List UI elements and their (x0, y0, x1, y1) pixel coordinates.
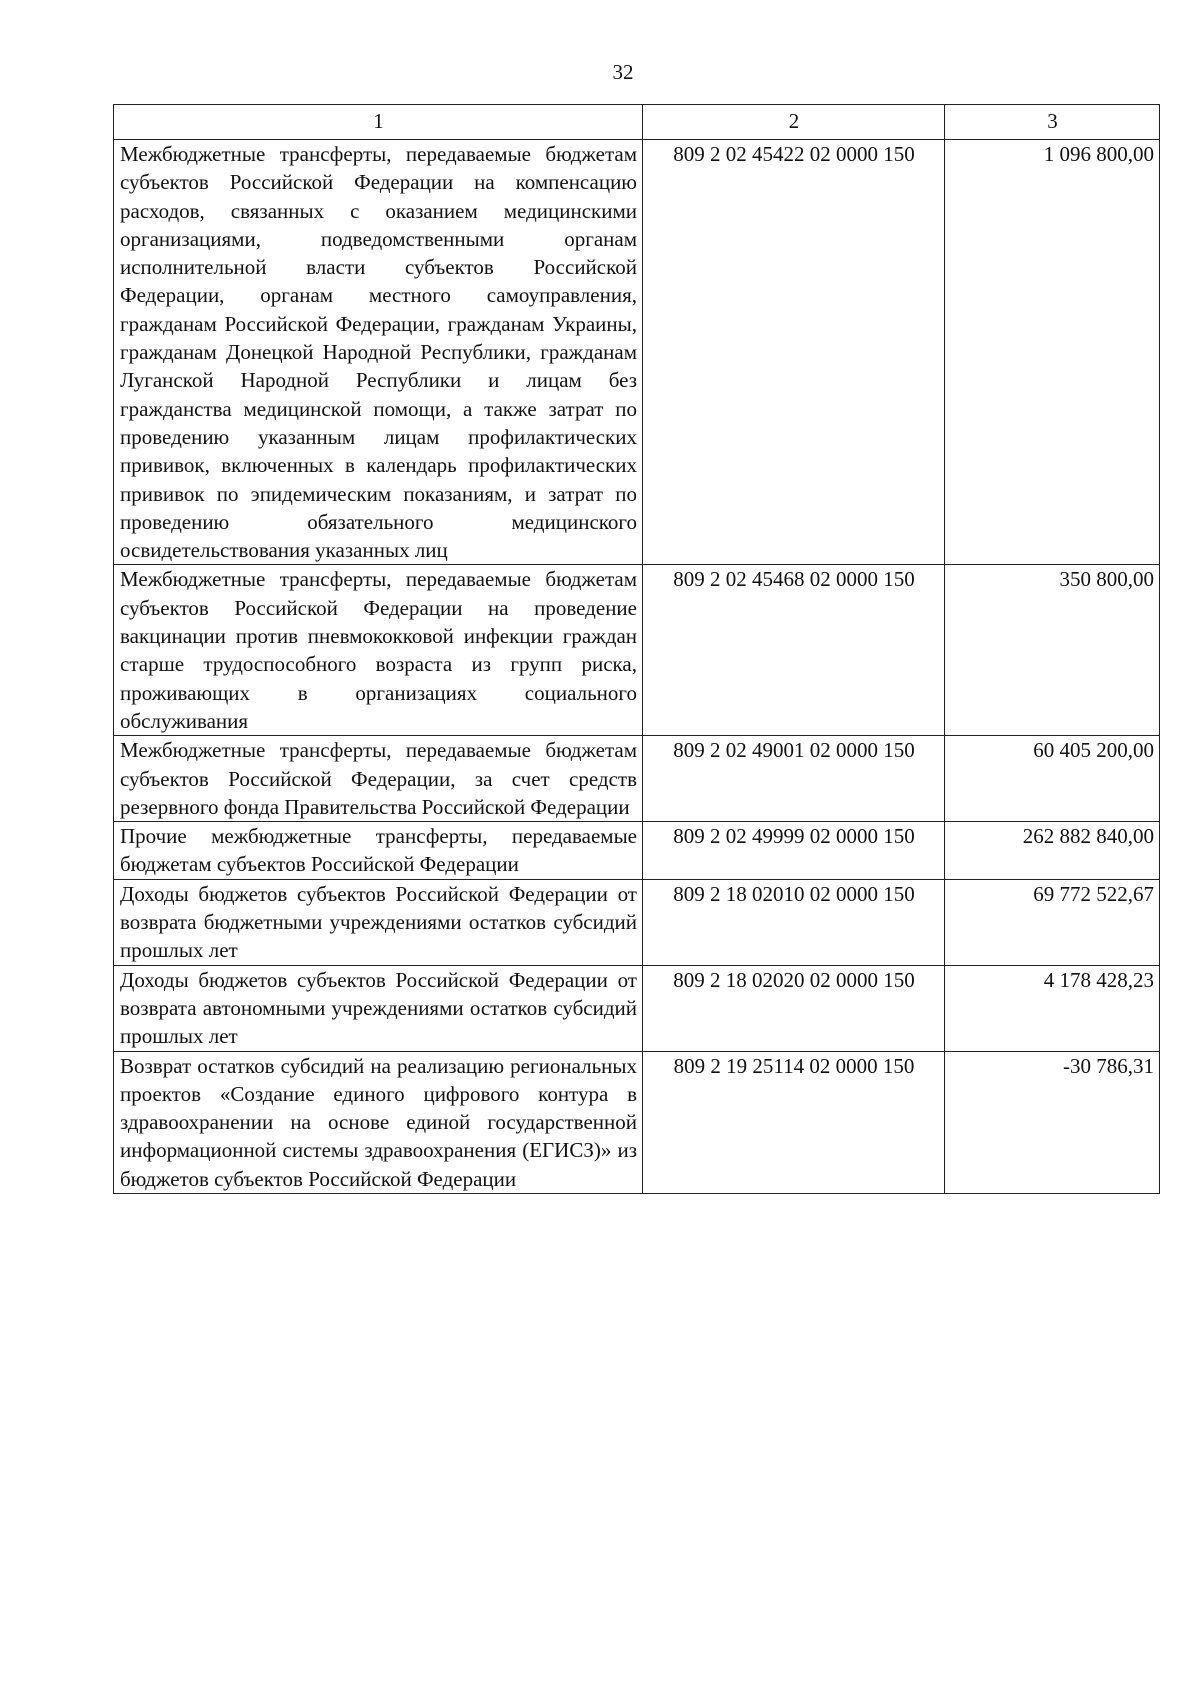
table-row (114, 565, 1160, 736)
row-budget-code: 809 2 18 02010 02 0000 150 (643, 879, 945, 965)
row-budget-code: 809 2 02 45468 02 0000 150 (643, 565, 945, 736)
row-budget-code: 809 2 19 25114 02 0000 150 (643, 1051, 945, 1193)
table-header-row (114, 105, 1160, 140)
row-budget-code: 809 2 02 49999 02 0000 150 (643, 822, 945, 880)
table-row (114, 736, 1160, 822)
table-row (114, 879, 1160, 965)
row-budget-code: 809 2 02 49001 02 0000 150 (643, 736, 945, 822)
row-description: Межбюджетные трансферты, передаваемые бюджетам субъектов Российской Федерации на проведение вакцинации против пневмококковой инфекции граждан старше трудоспособного возраста из групп риска, проживающих в организациях социального обслуживания (114, 565, 643, 736)
column-header-1: 1 (114, 105, 643, 140)
table-row (114, 1051, 1160, 1193)
row-amount: 262 882 840,00 (945, 822, 1160, 880)
row-description: Межбюджетные трансферты, передаваемые бюджетам субъектов Российской Федерации на компенсацию расходов, связанных с оказанием медицинскими организациями, подведомственными органам исполнительной власти субъектов Российской Федерации, органам местного самоуправления, гражданам Российской Федерации, гражданам Украины, гражданам Донецкой Народной Республики, гражданам Луганской Народной Республики и лицам без гражданства медицинской помощи, а также затрат по проведению указанным лицам профилактических прививок, включенных в календарь профилактических прививок по эпидемическим показаниям, и затрат по проведению обязательного медицинского освидетельствования указанных лиц (114, 140, 643, 565)
row-description: Доходы бюджетов субъектов Российской Федерации от возврата бюджетными учреждениями остатков субсидий прошлых лет (114, 879, 643, 965)
row-amount: 69 772 522,67 (945, 879, 1160, 965)
row-description: Доходы бюджетов субъектов Российской Федерации от возврата автономными учреждениями остатков субсидий прошлых лет (114, 965, 643, 1051)
row-amount: 350 800,00 (945, 565, 1160, 736)
table-row (114, 140, 1160, 565)
row-description: Межбюджетные трансферты, передаваемые бюджетам субъектов Российской Федерации, за счет средств резервного фонда Правительства Российской Федерации (114, 736, 643, 822)
column-header-2: 2 (643, 105, 945, 140)
row-budget-code: 809 2 02 45422 02 0000 150 (643, 140, 945, 565)
column-header-3: 3 (945, 105, 1160, 140)
row-description: Возврат остатков субсидий на реализацию региональных проектов «Создание единого цифрового контура в здравоохранении на основе единой государственной информационной системы здравоохранения (ЕГИСЗ)» из бюджетов субъектов Российской Федерации (114, 1051, 643, 1193)
page-number: 32 (612, 60, 634, 84)
table-row (114, 965, 1160, 1051)
row-amount: 60 405 200,00 (945, 736, 1160, 822)
row-amount: -30 786,31 (945, 1051, 1160, 1193)
row-amount: 4 178 428,23 (945, 965, 1160, 1051)
table-row (114, 822, 1160, 880)
row-budget-code: 809 2 18 02020 02 0000 150 (643, 965, 945, 1051)
row-amount: 1 096 800,00 (945, 140, 1160, 565)
budget-revenue-table (113, 104, 1160, 1194)
row-description: Прочие межбюджетные трансферты, передаваемые бюджетам субъектов Российской Федерации (114, 822, 643, 880)
